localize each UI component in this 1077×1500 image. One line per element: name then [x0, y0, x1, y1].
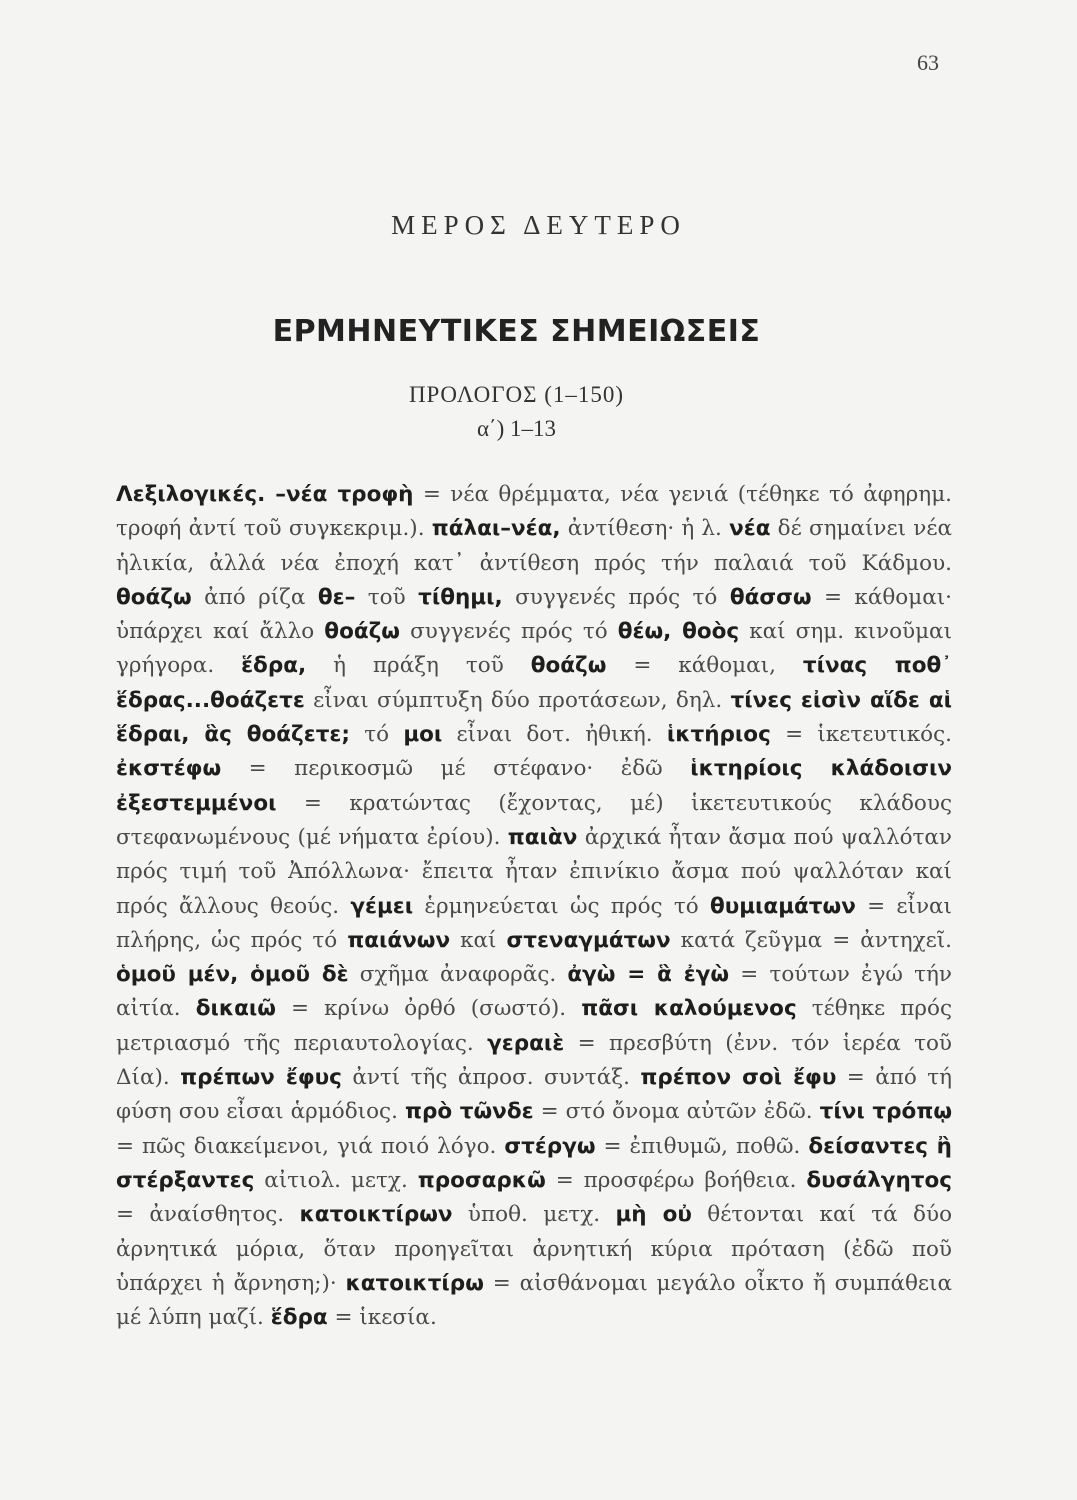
gloss-text: τοῦ	[355, 584, 419, 610]
gloss-text: καί	[450, 927, 507, 953]
glossed-term: γέμει	[350, 893, 414, 919]
glossed-term: Λεξιλογικές. –νέα τροφὴ	[116, 482, 414, 507]
glossed-term: προσαρκῶ	[417, 1167, 546, 1193]
gloss-text: = στό ὄνομα αὐτῶν ἐδῶ.	[533, 1099, 820, 1125]
glossed-term: θοάζω	[116, 584, 192, 610]
gloss-text: εἶναι σύμπτυξη δύο προτάσεων, δηλ.	[304, 687, 731, 713]
glossed-term: ἕδρα,	[241, 653, 307, 679]
glossed-term: δικαιῶ	[195, 996, 276, 1022]
gloss-text: = εἶναι πλήρης, ὡς πρός τό	[116, 893, 952, 953]
gloss-text: ὑποθ. μετχ.	[452, 1202, 616, 1228]
gloss-text: δέ σημαίνει νέα ἡλικία, ἀλλά νέα ἐποχή κατ᾽ ἀντίθεση πρός τήν παλαιά τοῦ Κάδμου.	[116, 516, 952, 576]
gloss-text: κατά ζεῦγμα = ἀντηχεῖ.	[670, 927, 953, 953]
gloss-text: συγγενές πρός τό	[502, 584, 730, 610]
gloss-text: = κάθομαι,	[606, 653, 803, 679]
glossed-term: δυσάλγητος	[806, 1167, 952, 1193]
glossed-term: κατοικτίρω	[345, 1270, 484, 1296]
glossed-term: τίθημι,	[418, 584, 503, 610]
gloss-text: τέθηκε πρός μετριασμό τῆς περιαυτολογίας.	[116, 996, 952, 1056]
glossed-term: πᾶσι καλούμενος	[581, 996, 797, 1022]
gloss-text: = ἀπό τή φύση σου εἶσαι ἁρμόδιος.	[116, 1065, 952, 1125]
glossed-term: πρὸ τῶνδε	[404, 1099, 534, 1125]
glossed-term: τίνας ποθ᾽ ἕδρας...θοάζετε	[116, 653, 952, 713]
gloss-text: = προσφέρω βοήθεια.	[545, 1167, 807, 1193]
glossed-term: θε–	[317, 584, 356, 610]
gloss-text: = κάθομαι· ὑπάρχει καί ἄλλο	[116, 584, 953, 645]
gloss-text: θέτονται καί τά δύο ἀρνητικά μόρια, ὅταν προηγεῖται ἀρνητική κύρια πρόταση (ἐδῶ ποῦ ὑπάρχει ἡ ἄρνηση;)·	[116, 1202, 953, 1296]
glossed-term: πρέπον σοὶ ἔφυ	[640, 1065, 837, 1091]
gloss-text: σχῆμα ἀναφορᾶς.	[348, 962, 568, 988]
gloss-text: ἡ πράξη τοῦ	[306, 653, 531, 679]
glossed-term: μοι	[403, 722, 443, 748]
gloss-text: = νέα θρέμματα, νέα γενιά (τέθηκε τό ἀφηρημ. τροφή ἀντί τοῦ συγκεκριμ.).	[116, 482, 952, 542]
gloss-text: = πῶς διακείμενοι, γιά ποιό λόγο.	[116, 1133, 505, 1159]
glossed-term: στέργω	[504, 1133, 596, 1159]
glossed-term: ἐκστέφω	[116, 756, 222, 782]
gloss-text: συγγενές πρός τό	[400, 619, 618, 645]
gloss-text: τό	[350, 722, 404, 748]
gloss-text: αἰτιολ. μετχ.	[254, 1167, 418, 1193]
gloss-text: = ἐπιθυμῶ, ποθῶ.	[595, 1133, 809, 1159]
gloss-text: = περικοσμῶ μέ στέφανο· ἐδῶ	[221, 756, 691, 782]
page-number: 63	[917, 50, 939, 75]
gloss-text: ἀντίθεση· ἡ λ.	[560, 516, 730, 542]
glossed-term: παιὰν	[507, 824, 578, 850]
glossed-term: στεναγμάτων	[506, 927, 671, 953]
prologue-heading: ΠΡΟΛΟΓΟΣ (1–150)	[408, 382, 625, 407]
glossed-term: νέα	[729, 516, 771, 542]
gloss-text: = ἱκετευτικός.	[770, 722, 953, 748]
part-heading: ΜΕΡΟΣ ΔΕΥΤΕΡΟ	[391, 210, 686, 240]
gloss-text: ἀπό ρίζα	[191, 584, 318, 610]
glossed-term: κατοικτίρων	[299, 1202, 453, 1228]
glossed-term: ἀγὼ = ἃ ἐγὼ	[567, 962, 730, 988]
gloss-text: ἀντί τῆς ἀπροσ. συντάξ.	[341, 1065, 641, 1091]
gloss-text: ἑρμηνεύεται ὡς πρός τό	[413, 893, 710, 919]
gloss-text: = κρίνω ὀρθό (σωστό).	[275, 996, 582, 1022]
glossed-term: τίνι τρόπῳ	[819, 1099, 953, 1125]
gloss-text: ἀρχικά ἦταν ἄσμα πού ψαλλόταν πρός τιμή τοῦ Ἀπόλλωνα· ἔπειτα ἦταν ἐπινίκιο ἄσμα πού ψαλλόταν καί πρός ἄλλους θεούς.	[116, 824, 953, 919]
gloss-text: = τούτων ἐγώ τήν αἰτία.	[116, 962, 952, 1022]
gloss-text: εἶναι δοτ. ἠθική.	[442, 722, 667, 748]
glossed-term: τίνες εἰσὶν αἵδε αἱ ἕδραι, ἃς θοάζετε;	[116, 687, 952, 748]
glossed-term: θυμιαμάτων	[709, 893, 856, 919]
gloss-text: = κρατώντας (ἔχοντας, μέ) ἱκετευτικούς κλάδους στεφανωμένους (μέ νήματα ἐρίου).	[116, 790, 952, 850]
glossed-term: παιάνων	[347, 927, 451, 953]
glossed-term: ὁμοῦ μέν, ὁμοῦ δὲ	[116, 962, 349, 988]
glossed-term: μὴ οὐ	[615, 1202, 692, 1228]
glossed-term: ἱκτηρίοις κλάδοισιν ἐξεστεμμένοι	[116, 756, 952, 816]
section-heading: ΕΡΜΗΝΕΥΤΙΚΕΣ ΣΗΜΕΙΩΣΕΙΣ	[272, 314, 761, 349]
gloss-text: = πρεσβύτη (ἐνν. τόν ἱερέα τοῦ Δία).	[116, 1030, 952, 1091]
glossed-term: γεραιὲ	[487, 1030, 565, 1056]
glossed-term: πρέπων ἔφυς	[180, 1065, 342, 1091]
glossed-term: ἕδρα	[270, 1305, 328, 1331]
glossed-term: δείσαντες ἢ στέρξαντες	[116, 1133, 952, 1193]
notes-paragraph	[116, 478, 952, 1335]
glossed-term: θέω, θοὸς	[617, 619, 740, 645]
glossed-term: θοάζω	[324, 619, 400, 645]
glossed-term: θοάζω	[530, 653, 607, 679]
gloss-text: = ἱκεσία.	[327, 1305, 437, 1331]
subsection-heading: α΄) 1–13	[476, 416, 557, 441]
glossed-term: ἱκτήριος	[666, 722, 771, 748]
glossed-term: θάσσω	[729, 584, 812, 610]
gloss-text: καί σημ. κινοῦμαι γρήγορα.	[116, 619, 953, 679]
glossed-term: πάλαι–νέα,	[431, 516, 561, 542]
gloss-text: = ἀναίσθητος.	[116, 1202, 300, 1228]
gloss-text: = αἰσθάνομαι μεγάλο οἶκτο ἤ συμπάθεια μέ λύπη μαζί.	[116, 1270, 952, 1331]
